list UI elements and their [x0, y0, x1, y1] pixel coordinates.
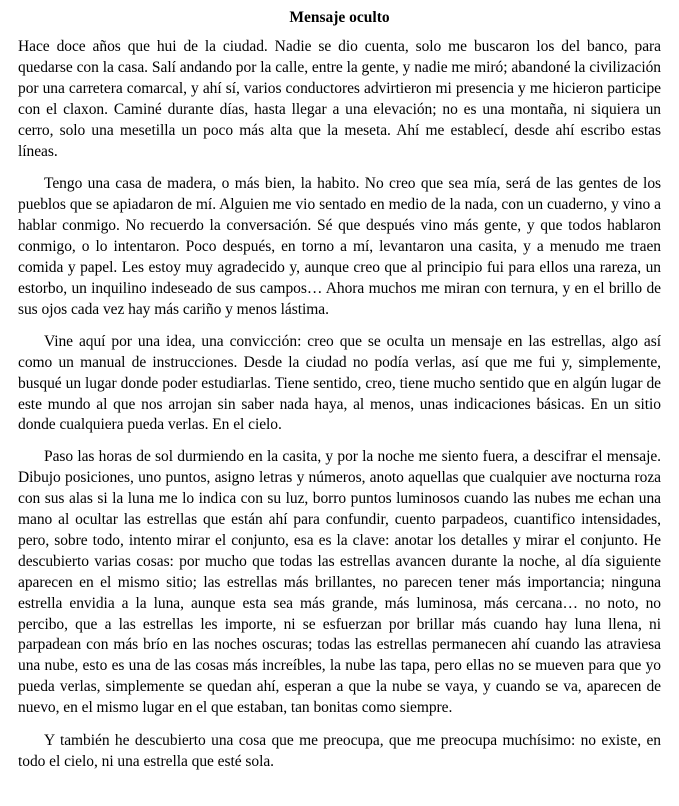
paragraph-2: Tengo una casa de madera, o más bien, la habito. No creo que sea mía, será de las gentes de los pueblos que se apiadaron de mí. Alguien me vio sentado en medio de la nada, con un cuaderno, y vino a hablar conmigo. No recuerdo la conversación. Sé que después vino más gente, y que todos hablaron conmigo, o lo intentaron. Poco después, en torno a mí, levantaron una casita, y a menudo me traen comida y papel. Les estoy muy agradecido y, aunque creo que al principio fui para ellos una rareza, un estorbo, un inquilino indeseado de sus campos… Ahora muchos me miran con ternura, y en el brillo de sus ojos cada vez hay más cariño y menos lástima.: [18, 175, 661, 318]
paragraph-1: Hace doce años que hui de la ciudad. Nadie se dio cuenta, solo me buscaron los del banco, para quedarse con la casa. Salí andando por la calle, entre la gente, y nadie me miró; abandoné la civilización por una carretera comarcal, y ahí sí, varios conductores advirtieron mi presencia y me hicieron participe con el claxon. Caminé durante días, hasta llegar a una elevación; no es una montaña, ni siquiera un cerro, solo una mesetilla un poco más alta que la meseta. Ahí me establecí, desde ahí escribo estas líneas.: [18, 38, 661, 160]
document-title: Mensaje oculto: [289, 9, 390, 26]
paragraph-4: Paso las horas de sol durmiendo en la casita, y por la noche me siento fuera, a descifrar el mensaje. Dibujo posiciones, uno puntos, asigno letras y números, anoto aquellas que cualquier ave nocturna roza con sus alas si la luna me lo indica con su luz, borro puntos luminosos cuando las nubes me echan una mano al ocultar las estrellas que están ahí para confundir, cuento parpadeos, cuantifico intensidades, pero, sobre todo, intento mirar el conjunto, esa es la clave: anotar los detalles y mirar el conjunto. He descubierto varias cosas: por mucho que todas las estrellas avancen durante la noche, al día siguiente aparecen en el mismo sitio; las estrellas más brillantes, no parecen tener más importancia; ninguna estrella envidia a la luna, aunque esta sea más grande, más luminosa, más cercana… no noto, no percibo, que a las estrellas les importe, ni se esfuerzan por brillar más cuando hay luna llena, ni parpadean con más brío en las noches oscuras; todas las estrellas permanecen ahí cuando las atraviesa una nube, esto es una de las cosas más increíbles, la nube las tapa, pero ellas no se mueven para que yo pueda verlas, simplemente se quedan ahí, esperan a que la nube se vaya, y cuando se va, aparecen de nuevo, en el mismo lugar en el que estaban, tan bonitas como siempre.: [18, 448, 661, 717]
paragraph-5: Y también he descubierto una cosa que me preocupa, que me preocupa muchísimo: no existe, en todo el cielo, ni una estrella que esté sola.: [18, 732, 661, 770]
paragraph-3: Vine aquí por una idea, una convicción: creo que se oculta un mensaje en las estrellas, algo así como un manual de instrucciones. Desde la ciudad no podía verlas, así que me fui y, simplemente, busqué un lugar donde poder estudiarlas. Tiene sentido, creo, tiene mucho sentido que en algún lugar de este mundo al que nos arrojan sin saber nada haya, al menos, unas indicaciones básicas. En un sitio donde cualquiera pueda verlas. En el cielo.: [18, 332, 661, 434]
